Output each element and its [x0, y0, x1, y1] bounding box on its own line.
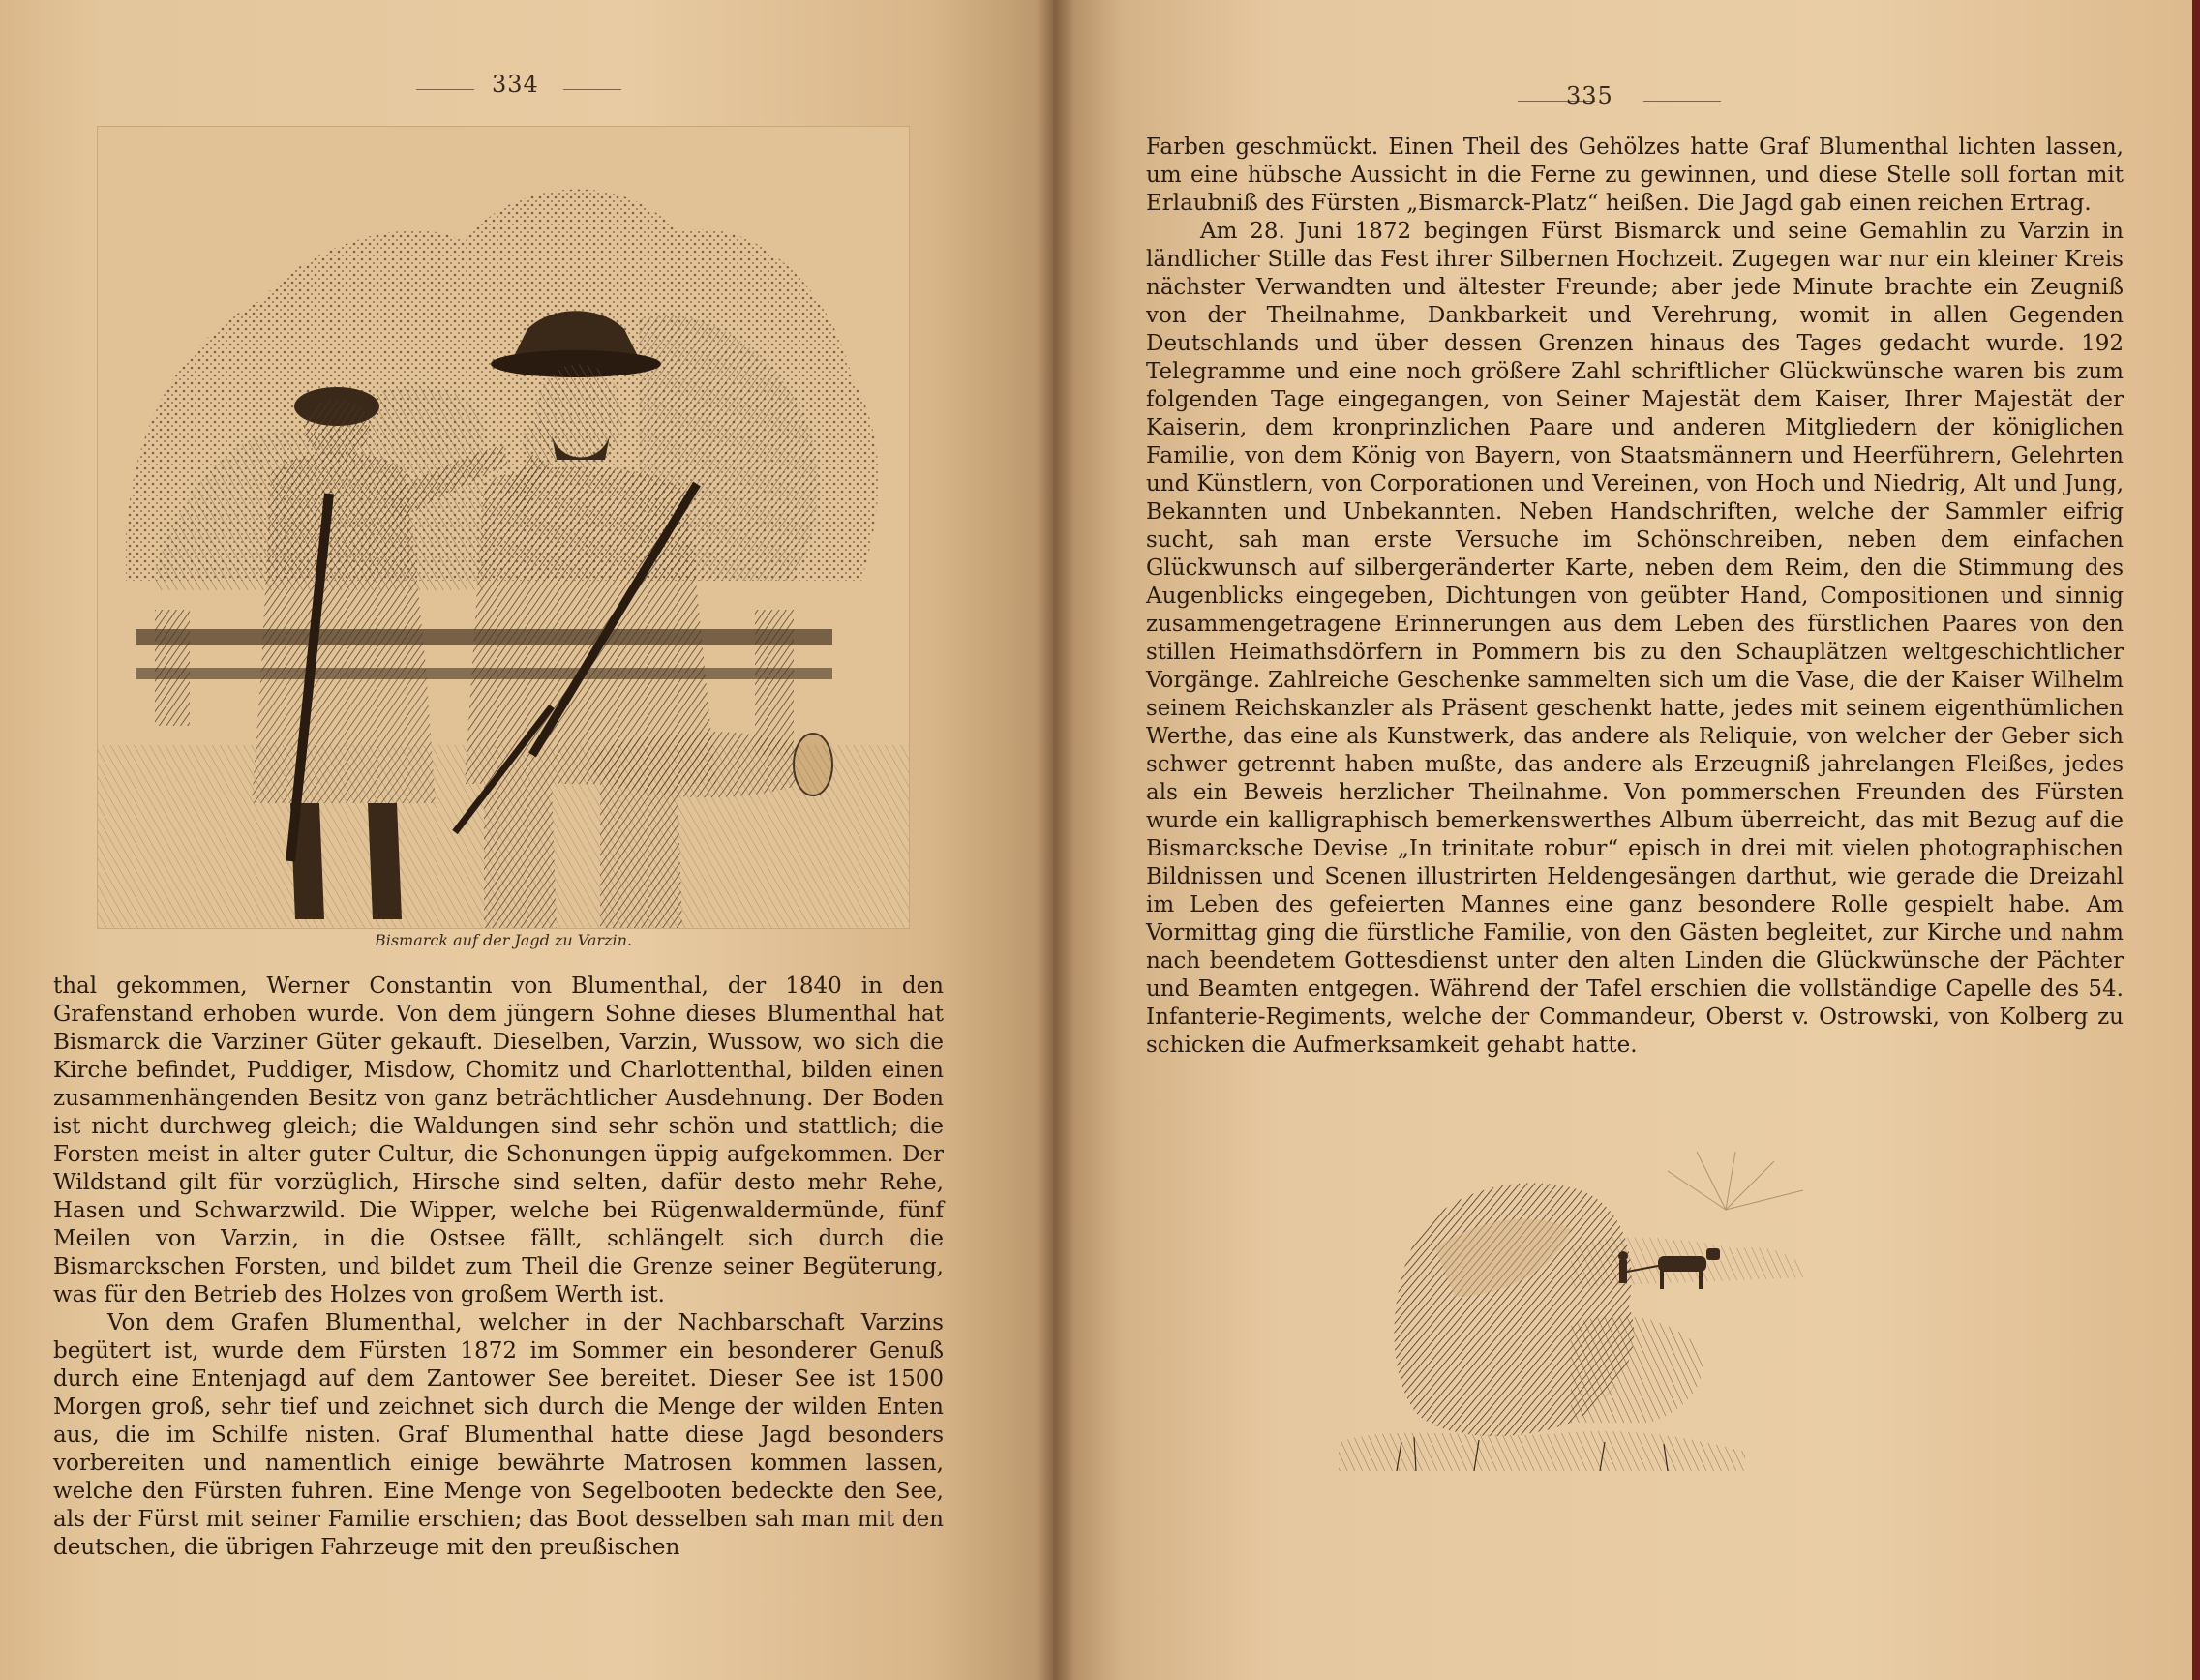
paragraph: Von dem Grafen Blumenthal, welcher in der Nachbarschaft Varzins begütert ist, wurde dem Fürsten 1872 im Sommer ein besonderer Genuß durch eine Entenjagd auf dem Zantower See bereitet. Dieser See ist 1500 Morgen groß, sehr tief und zeichnet sich durch die Menge der wilden Enten aus, die im Schilfe nisten. Graf Blumenthal hatte diese Jagd besonders vorbereiten und namentlich einige bewährte Matrosen kommen lassen, welche den Fürsten fuhren. Eine Menge von Segelbooten bedeckte den See, als der Fürst mit seiner Familie erschien; das Boot desselben sah man mit den deutschen, die übrigen Fahrzeuge mit den preußischen [53, 1310, 944, 1560]
page-number: 334 [492, 71, 539, 98]
page-number: 335 [1566, 82, 1613, 109]
paragraph: thal gekommen, Werner Constantin von Blumenthal, der 1840 in den Grafenstand erhoben wurde. Von dem jüngern Sohne dieses Blumenthal hat Bismarck die Varziner Güter gekauft. Dieselben, Varzin, Wussow, wo sich die Kirche befindet, Puddiger, Misdow, Chomitz und Charlottenthal, bilden einen zusammenhängenden Besitz von ganz beträchtlicher Ausdehnung. Der Boden ist nicht durchweg gleich; die Waldungen sind sehr schön und stattlich; die Forsten meist in alter guter Cultur, die Schonungen üppig aufgekommen. Der Wildstand gilt für vorzüglich, Hirsche sind selten, dafür desto mehr Rehe, Hasen und Schwarzwild. Die Wipper, welche bei Rügenwaldermünde, fünf Meilen von Varzin, in die Ostsee fällt, schlängelt sich durch die Bismarckschen Forsten, und bildet zum Theil die Grenze seiner Begüterung, was für den Betrieb des Holzes von großem Werth ist. [53, 974, 944, 1307]
book-gutter [1036, 0, 1074, 1680]
page-number-rule-right [1643, 101, 1721, 102]
hunting-engraving [97, 126, 910, 929]
binding-edge [2192, 0, 2200, 1680]
left-page-text [53, 973, 944, 1562]
boulder-vignette [1281, 1152, 1823, 1510]
illustration-caption: Bismarck auf der Jagd zu Varzin. [374, 931, 633, 949]
page-number-rule-right [563, 89, 621, 90]
page-number-rule-left [416, 89, 474, 90]
right-page-text [1146, 134, 2124, 1060]
paragraph: Farben geschmückt. Einen Theil des Gehölzes hatte Graf Blumenthal lichten lassen, um eine hübsche Aussicht in die Ferne zu gewinnen, und diese Stelle soll fortan mit Erlaubniß des Fürsten „Bismarck-Platz“ heißen. Die Jagd gab einen reichen Ertrag. [1146, 135, 2124, 216]
right-page [1053, 0, 2192, 1680]
left-page [0, 0, 1053, 1680]
paragraph: Am 28. Juni 1872 begingen Fürst Bismarck und seine Gemahlin zu Varzin in ländlicher Stille das Fest ihrer Silbernen Hochzeit. Zugegen war nur ein kleiner Kreis nächster Verwandten und ältester Freunde; aber jede Minute brachte ein Zeugniß von der Theilnahme, Dankbarkeit und Verehrung, womit in allen Gegenden Deutschlands und über dessen Grenzen hinaus des Tages gedacht wurde. 192 Telegramme und eine noch größere Zahl schriftlicher Glückwünsche waren bis zum folgenden Tage eingegangen, von Seiner Majestät dem Kaiser, Ihrer Majestät der Kaiserin, dem kronprinzlichen Paare und anderen Mitgliedern der königlichen Familie, von dem König von Bayern, von Staatsmännern und Heerführern, Gelehrten und Künstlern, von Corporationen und Vereinen, von Hoch und Niedrig, Alt und Jung, Bekannten und Unbekannten. Neben Handschriften, welche der Sammler eifrig sucht, sah man erste Versuche im Schönschreiben, neben dem einfachen Glückwunsch auf silbergeränderter Karte, neben dem Reim, den die Stimmung des Augenblicks eingegeben, Dichtungen von geübter Hand, Compositionen und sinnig zusammengetragene Erinnerungen aus dem Leben des fürstlichen Paares von den stillen Heimathsdörfern in Pommern bis zu den Schauplätzen weltgeschichtlicher Vorgänge. Zahlreiche Geschenke sammelten sich um die Vase, die der Kaiser Wilhelm seinem Reichskanzler als Präsent geschenkt hatte, jedes mit seinem eigenthümlichen Werthe, das eine als Kunstwerk, das andere als Reliquie, von welcher der Geber sich schwer getrennt haben mußte, das andere als Erzeugniß jahrelangen Fleißes, jedes als ein Beweis herzlicher Theilnahme. Von pommerschen Freunden des Fürsten wurde ein kalligraphisch bemerkenswerthes Album überreicht, das mit Bezug auf die Bismarcksche Devise „In trinitate robur“ episch in drei mit vielen photographischen Bildnissen und Scenen illustrirten Heldengesängen darthut, wie gerade die Dreizahl im Leben des gefeierten Mannes eine ganz besondere Rolle gespielt habe. Am Vormittag ging die fürstliche Familie, von den Gästen begleitet, zur Kirche und nahm nach beendetem Gottesdienst unter den alten Linden die Glückwünsche der Pächter und Beamten entgegen. Während der Tafel erschien die vollständige Capelle des 54. Infanterie-Regiments, welche der Commandeur, Oberst v. Ostrowski, von Kolberg zu schicken die Aufmerksamkeit gehabt hatte. [1146, 219, 2124, 1058]
